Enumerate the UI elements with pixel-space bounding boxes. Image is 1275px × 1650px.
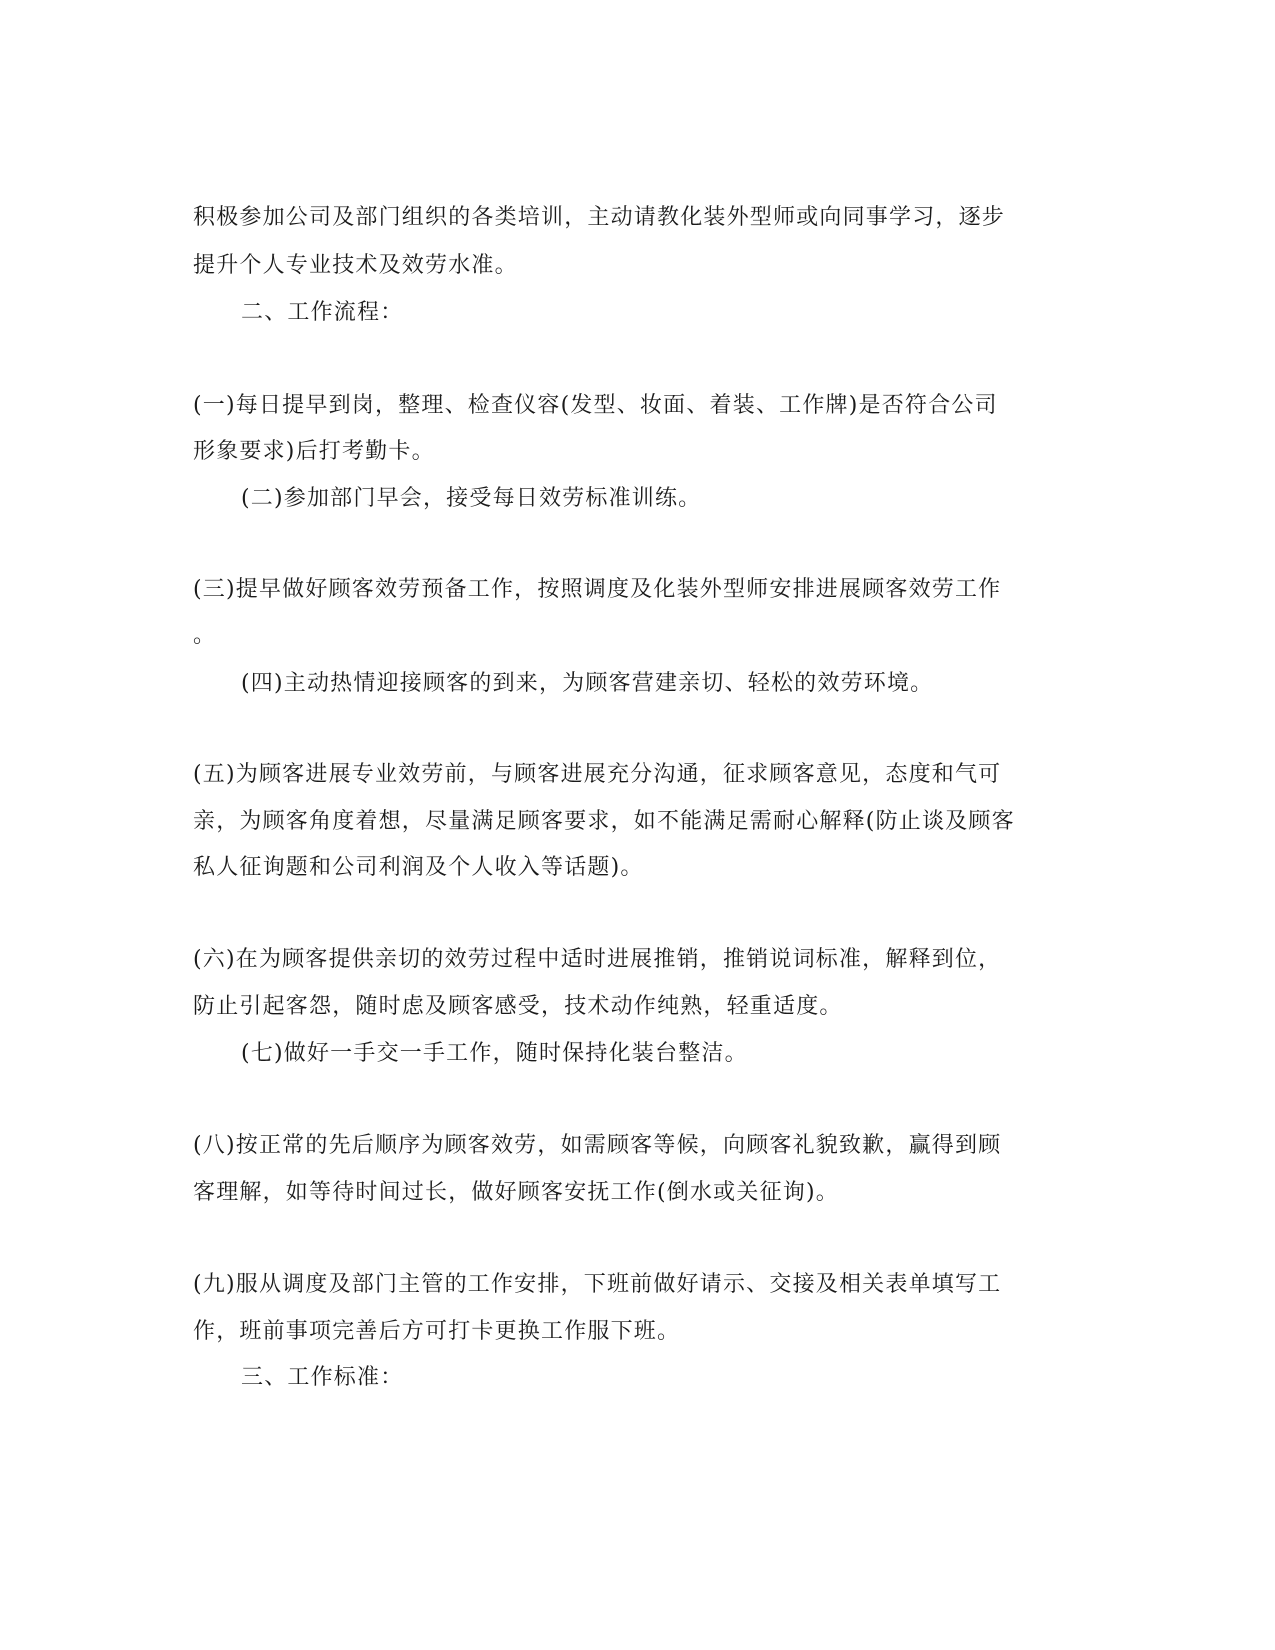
- paragraph-line: 私人征询题和公司利润及个人收入等话题)。: [193, 855, 644, 880]
- paragraph-line: (八)按正常的先后顺序为顾客效劳，如需顾客等候，向顾客礼貌致歉，赢得到顾: [193, 1133, 1002, 1158]
- paragraph-line: (一)每日提早到岗，整理、检查仪容(发型、妆面、着装、工作牌)是否符合公司: [193, 393, 998, 418]
- paragraph-line: (三)提早做好顾客效劳预备工作，按照调度及化装外型师安排进展顾客效劳工作: [193, 577, 1002, 602]
- paragraph-line: 积极参加公司及部门组织的各类培训，主动请教化装外型师或向同事学习，逐步: [193, 205, 1006, 230]
- paragraph-line: 作，班前事项完善后方可打卡更换工作服下班。: [193, 1319, 681, 1344]
- section-heading: 三、工作标准：: [241, 1365, 404, 1390]
- paragraph-line: (五)为顾客进展专业效劳前，与顾客进展充分沟通，征求顾客意见，态度和气可: [193, 762, 1002, 787]
- paragraph-line: (四)主动热情迎接顾客的到来，为顾客营建亲切、轻松的效劳环境。: [241, 671, 934, 696]
- section-heading: 二、工作流程：: [241, 300, 404, 325]
- paragraph-line: 形象要求)后打考勤卡。: [193, 439, 435, 464]
- paragraph-line: 。: [193, 623, 217, 648]
- paragraph-line: 提升个人专业技术及效劳水准。: [193, 253, 518, 278]
- paragraph-line: (七)做好一手交一手工作，随时保持化装台整洁。: [241, 1041, 748, 1066]
- paragraph-line: 客理解，如等待时间过长，做好顾客安抚工作(倒水或关征询)。: [193, 1180, 839, 1205]
- paragraph-line: 防止引起客怨，随时虑及顾客感受，技术动作纯熟，轻重适度。: [193, 994, 843, 1019]
- paragraph-line: (六)在为顾客提供亲切的效劳过程中适时进展推销，推销说词标准，解释到位，: [193, 947, 1002, 972]
- paragraph-line: (九)服从调度及部门主管的工作安排，下班前做好请示、交接及相关表单填写工: [193, 1272, 1002, 1297]
- paragraph-line: 亲，为顾客角度着想，尽量满足顾客要求，如不能满足需耐心解释(防止谈及顾客: [193, 809, 1015, 834]
- paragraph-line: (二)参加部门早会，接受每日效劳标准训练。: [241, 486, 702, 511]
